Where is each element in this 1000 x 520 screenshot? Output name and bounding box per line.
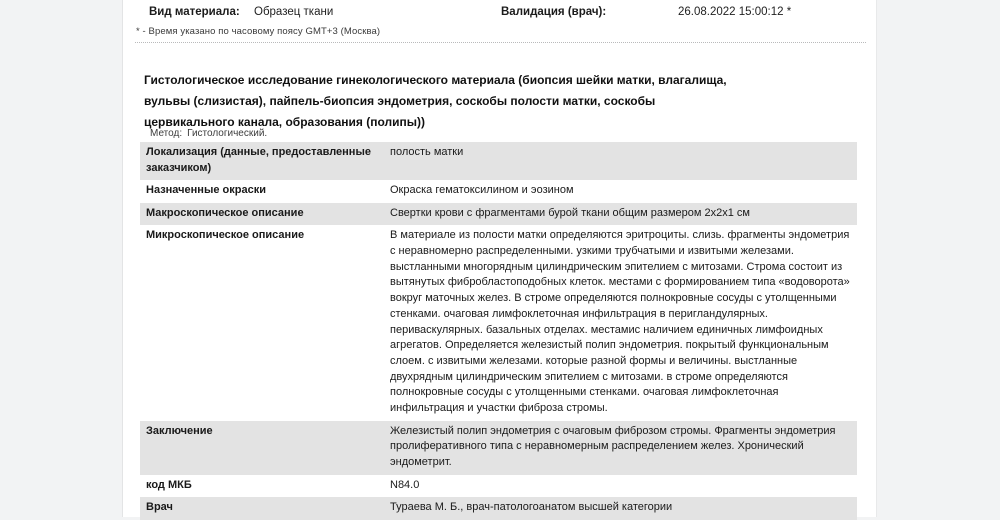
row-label-conclusion: Заключение (146, 424, 213, 437)
document-page (122, 0, 877, 517)
header-divider (135, 42, 866, 43)
study-title-line-3: цервикального канала, образования (полипы)) (144, 115, 425, 129)
validation-datetime-value: 26.08.2022 15:00:12 * (678, 6, 792, 18)
row-label-macroscopic: Макроскопическое описание (146, 206, 304, 219)
row-value-doctor: Тураева М. Б., врач-патологоанатом высшей категории (390, 501, 673, 514)
study-title-line-1: Гистологическое исследование гинекологического материала (биопсия шейки матки, влагалища, (144, 73, 727, 87)
row-label-icd-code: код МКБ (146, 478, 192, 491)
results-table (140, 142, 857, 520)
material-type-label: Вид материала: (149, 6, 240, 18)
row-label-microscopic: Микроскопическое описание (146, 229, 305, 242)
method-line (150, 128, 267, 139)
validation-label: Валидация (врач): (501, 6, 607, 18)
method-value: Гистологический. (187, 128, 268, 139)
table-row (140, 180, 857, 203)
table-row (140, 142, 857, 180)
row-label-localization: Локализация (данные, предоставленные заказчиком) (146, 146, 371, 174)
timezone-footnote: * - Время указано по часовому поясу GMT+3 (Москва) (136, 26, 381, 37)
material-type-value: Образец ткани (254, 6, 334, 18)
row-value-macroscopic: Свертки крови с фрагментами бурой ткани общим размером 2х2х1 см (390, 206, 750, 219)
row-label-stains: Назначенные окраски (146, 184, 266, 197)
study-title-line-2: вульвы (слизистая), пайпель-биопсия эндометрия, соскобы полости матки, соскобы (144, 94, 656, 108)
row-value-icd-code: N84.0 (390, 478, 420, 491)
table-row (140, 475, 857, 498)
row-label-doctor: Врач (146, 501, 173, 514)
method-label: Метод: (150, 128, 183, 139)
document-header-meta (123, 0, 876, 24)
table-row (140, 225, 857, 420)
table-row (140, 497, 857, 520)
study-title (144, 70, 804, 133)
row-value-localization: полость матки (390, 146, 464, 158)
row-value-conclusion: Железистый полип эндометрия с очаговым фиброзом стромы. Фрагменты эндометрия пролиферативного типа с неравномерным распределением желез. Хронический эндометрит. (390, 424, 836, 468)
table-row (140, 421, 857, 475)
table-row (140, 203, 857, 226)
row-value-stains: Окраска гематоксилином и эозином (390, 184, 574, 197)
row-value-microscopic: В материале из полости матки определяются эритроциты. слизь. фрагменты эндометрия с неравномерно распределенными. узкими трубчатыми и извитыми железами. выстланными многорядным цилиндрическим эпителием с митозами. Строма состоит из вытянутых фибробластоподобных клеток. местами с формированием типа «водоворота» вокруг маточных желез. В строме определяются полнокровные сосуды с утолщенными стенками. очаговая лимфоклеточная инфильтрация в перигландулярных. периваскулярных. базальных отделах. местамис наличием единичных лимфоидных агрегатов. Определяется железистый полип эндометрия. покрытый функциональным слоем. с извитыми железами. которые разной формы и величины. выстланные двухрядным цилиндрическим эпителием с митозами. в строме определяются полнокровные сосуды с утолщенными стенками. очаговая лимфоклеточная инфильтрация и участки фиброза стромы. (390, 229, 850, 415)
